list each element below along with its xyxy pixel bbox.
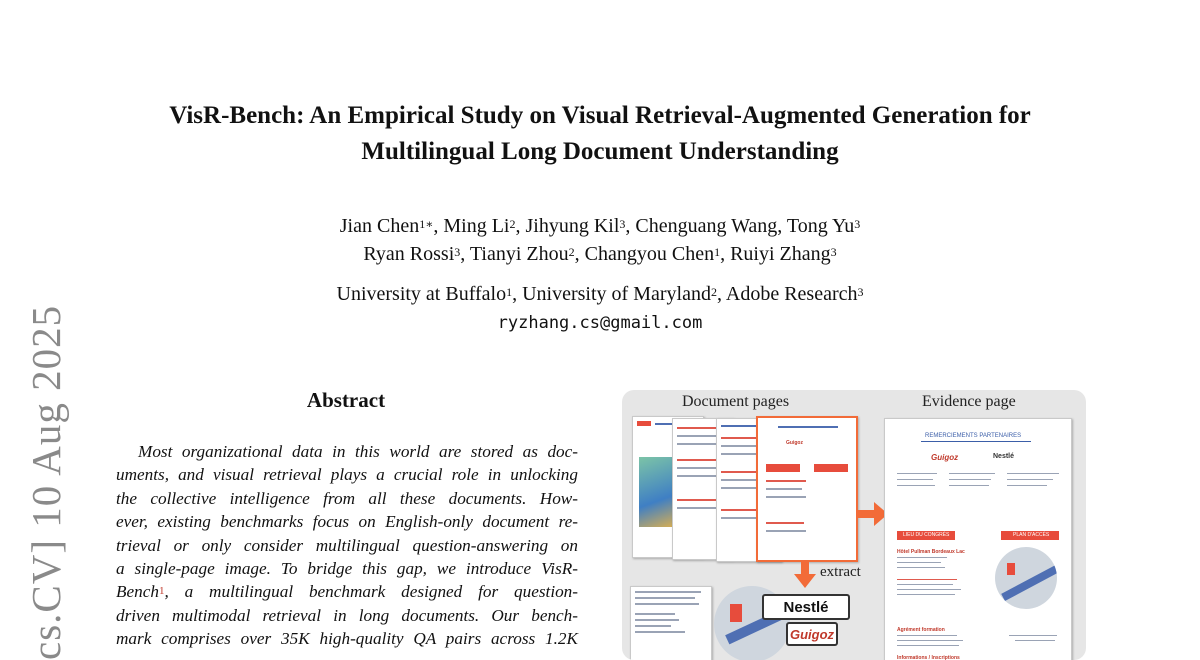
extract-label: extract [820,564,861,580]
abstract-line: mark comprises over 35K high-quality QA pairs across 1.2K [116,629,578,649]
page-line [949,485,989,486]
page-line [897,589,961,590]
page-badge [766,464,800,472]
footnote-link[interactable]: 1 [158,585,165,598]
badge-left-text: LIEU DU CONGRÈS [903,532,950,538]
abstract-line: the collective intelligence from all these documents. How- [116,488,578,508]
abstract-line [116,580,578,603]
page-line [766,530,806,532]
affiliation: Adobe Research [725,283,858,305]
abstract-line: ever, existing benchmarks focus on English-only document re- [116,512,578,532]
evidence-rule [921,441,1031,442]
affiliation-sup: 3 [857,285,864,299]
extracted-text-block [630,586,712,660]
agrement-heading: Agrément formation [897,627,945,633]
affiliation-sup: 1 [506,285,513,299]
author-sup: 3 [854,217,861,231]
page-line [897,584,953,585]
affiliations: University at Buffalo$^1$, University of Maryland$^2$, Adobe Research$^3$ [336,283,864,305]
hotel-name: Hôtel Pullman Bordeaux Lac [897,549,965,555]
evidence-page [884,418,1072,660]
page-line [778,426,838,428]
author-sup: 1 [714,245,721,259]
document-page-selected [756,416,858,562]
document-pages-label: Document pages [682,393,790,410]
nestle-logo: Nestlé [762,594,850,620]
map-building [730,604,742,622]
page-badge [814,464,848,472]
author-name: Jian Chen [339,215,420,237]
page-line [1009,635,1057,636]
author-sup: 3 [830,245,837,259]
abstract-heading: Abstract [306,388,386,412]
page-line [897,594,955,595]
author-sup: 2 [509,217,516,231]
author-sup: 1∗ [419,217,434,231]
author-line-2: Ryan Rossi$^3$, Tianyi Zhou$^2$, Changyou Chen$^1$, Ruiyi Zhang$^3$ [363,243,837,265]
author-name: Ryan Rossi [363,243,455,265]
affiliation-sup: 2 [710,285,717,299]
evidence-badge-left [897,531,955,540]
evidence-logo-nestle: Nestlé [993,453,1015,460]
author-sup: 2 [568,245,575,259]
author-name: Ruiyi Zhang [730,243,831,265]
page-line [897,562,941,563]
abstract-line: driven multimodal retrieval in long documents. Our bench- [116,605,578,625]
page-line [677,435,721,437]
page-line [635,625,671,627]
page-line [949,473,995,474]
author-name: Chenguang Wang [635,215,778,237]
author-name: Tianyi Zhou [469,243,569,265]
page-line [635,619,679,621]
page-line [721,437,761,439]
page-line [1007,473,1059,474]
evidence-logo-guigoz: Guigoz [931,453,959,462]
page-line [677,459,717,461]
page-line [766,496,806,498]
page-line [897,635,957,636]
affiliation: University of Maryland [522,283,711,305]
abstract-line: uments, and visual retrieval plays a crucial role in unlocking [116,465,578,485]
page-line [897,640,963,641]
page-line [1007,485,1047,486]
arxiv-stamp: cs.CV] 10 Aug 2025 [23,304,69,660]
contact-email[interactable]: ryzhang.cs@gmail.com [497,313,703,333]
abstract-line: Most organizational data in this world are stored as doc- [138,442,578,461]
page-line [635,631,685,633]
evidence-map [995,547,1057,609]
paper-title [0,98,1200,170]
badge-right-text: PLAN D'ACCÈS [1013,532,1050,538]
page-line [635,603,699,605]
page-line [897,479,933,480]
author-list [0,212,1200,268]
abstract-bench-word: Bench [116,582,159,602]
page-line [897,579,957,580]
affiliation: University at Buffalo [336,283,507,305]
page-line [949,479,991,480]
informations-heading: Informations / Inscriptions [897,655,960,660]
author-name: Tong Yu [786,215,855,237]
author-sup: 3 [619,217,626,231]
page-line [1015,640,1055,641]
page-line [635,613,675,615]
abstract-body [116,440,578,651]
page-line [897,567,945,568]
page-line [766,480,806,482]
page-line [677,475,719,477]
guigoz-logo: Guigoz [786,622,838,646]
evidence-page-label: Evidence page [922,393,1016,410]
page-line [897,557,947,558]
evidence-title: REMERCIEMENTS PARTENAIRES [925,433,1022,439]
page-line [635,591,701,593]
page-line [677,499,721,501]
overview-figure [622,390,1086,660]
author-sup: 3 [454,245,461,259]
abstract-line-rest: , a multilingual benchmark designed for question- [164,582,578,602]
abstract-line: trieval or only consider multilingual question-answering on [116,535,578,555]
page-line [897,645,959,646]
abstract-line: a single-page image. To bridge this gap, we introduce VisR- [116,559,578,579]
arrow-down-icon [794,560,816,588]
page-line [1007,479,1053,480]
page-line [766,488,802,490]
page-line [897,473,937,474]
page-accent [637,421,651,426]
title-line-1: VisR-Bench: An Empirical Study on Visual Retrieval-Augmented Generation for [169,102,1031,129]
page-logo-text: Guigoz [786,440,803,446]
evidence-badge-right [1001,531,1059,540]
author-name: Changyou Chen [584,243,715,265]
author-name: Jihyung Kil [525,215,620,237]
map-building [1007,563,1015,575]
author-line-1: Jian Chen$^{1∗}$, Ming Li$^2$, Jihyung Kil$^3$, Chenguang Wang, Tong Yu$^3$ [339,215,861,237]
title-line-2: Multilingual Long Document Understanding [361,138,839,165]
page-line [635,597,695,599]
page-line [766,522,804,524]
page-line [897,485,935,486]
author-name: Ming Li [443,215,510,237]
